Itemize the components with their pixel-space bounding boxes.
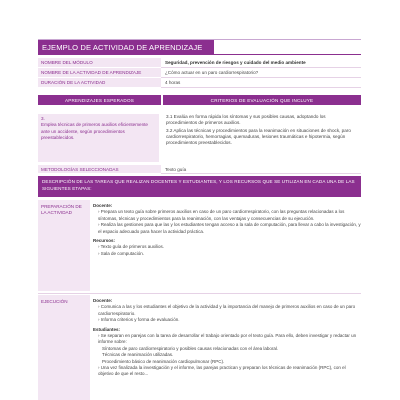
preparacion-body [93, 203, 361, 257]
info-table [38, 58, 361, 88]
list-item: › Texto guía de primeros auxilios. [98, 244, 164, 250]
banner-underline [214, 54, 361, 55]
criterios-header: CRITERIOS DE EVALUACIÓN QUE INCLUYE [163, 95, 361, 105]
actividad-label: NOMBRE DE LA ACTIVIDAD DE APRENDIZAJE [38, 68, 161, 78]
row-duracion [38, 78, 361, 88]
preparacion-docente-heading: Docente: [93, 203, 113, 208]
list-item: › Informa criterios y forma de evaluación. [98, 317, 180, 323]
metodologias-row [38, 165, 361, 174]
list-item: › Comunica a las y los estudiantes el objetivo de la actividad y la importancia del manejo de primeros auxilios en caso de un paro cardiorrespiratorio. [98, 304, 356, 316]
list-item: › Prepara un texto guía sobre primeros auxilios en caso de un paro cardiorrespiratorio, con las preguntas relacionadas a los síntomas, técnicas y procedimientos para la reanimación, con las ventajas y consecuencias de su ejecución. [98, 209, 345, 221]
list-item: › Realiza las gestiones para que las y los estudiantes tengan acceso a la sala de computación, para llevar a cabo la investigación, y el espacio adecuado para hacer la actividad práctica. [98, 222, 361, 234]
list-subitem: Técnicas de reanimación utilizadas. [102, 352, 174, 358]
list-item: › Una vez finalizada la investigación y el informe, las parejas practican y preparan los técnicas de reanimación (RPC), con el objetivo de que el resto... [98, 365, 346, 377]
preparacion-label: PREPARACIÓN DE LA ACTIVIDAD [38, 200, 90, 291]
ejecucion-estudiantes-heading: Estudiantes: [93, 326, 121, 332]
aprendizaje-number: 3. [41, 116, 45, 121]
list-item: › Sala de computación. [98, 250, 145, 256]
descripcion-header: DESCRIPCIÓN DE LAS TAREAS QUE REALIZAN DOCENTES Y ESTUDIANTES, Y LOS RECURSOS QUE SE UTILIZAN EN CADA UNA DE LAS SIGUIENTES ETAPAS: [38, 176, 361, 197]
section-divider [38, 293, 361, 294]
ejecucion-docente-heading: Docente: [93, 298, 113, 303]
preparacion-recursos-heading: Recursos: [93, 238, 116, 244]
metodologias-label: METODOLOGÍAS SELECCIONADAS [38, 165, 161, 174]
criterio-3-1: 3.1 Evalúa en forma rápida los síntomas y sus posibles causas, adoptando los procedimientos de primeros auxilios. [166, 114, 326, 126]
list-item: › Se separan en parejas con la tarea de desarrollar el trabajo orientado por el texto guía. Para ello, deben investigar y redactar un informe sobre: [98, 333, 357, 345]
duracion-label: DURACIÓN DE LA ACTIVIDAD [38, 78, 161, 88]
modulo-value: Seguridad, prevención de riesgos y cuidado del medio ambiente [161, 58, 361, 68]
row-modulo [38, 58, 361, 68]
modulo-label: NOMBRE DEL MÓDULO [38, 58, 161, 68]
aprendizajes-header: APRENDIZAJES ESPERADOS [38, 95, 161, 105]
duracion-value: 4 horas [161, 78, 361, 88]
criterios-cell [166, 114, 358, 147]
activity-banner: EJEMPLO DE ACTIVIDAD DE APRENDIZAJE [38, 40, 214, 55]
ejecucion-body [93, 298, 361, 378]
metodologias-value: Texto guía [161, 165, 361, 174]
list-subitem: Síntomas de paro cardiorrespiratorio y posibles causas relacionadas con el área laboral. [102, 345, 279, 351]
ejecucion-label: EJECUCIÓN [38, 295, 90, 400]
list-subitem: Procedimiento básico de reanimación cardiopulmonar (RPC). [102, 358, 225, 364]
aprendizaje-text: Emplea técnicas de primeros auxilios eficientemente ante un accidente, según procedimientos preestablecidos. [41, 122, 148, 140]
aprendizaje-cell [38, 114, 159, 162]
actividad-value: ¿Cómo actuar en un paro cardiorrespiratorio? [161, 68, 361, 78]
criterio-3-2: 3.2 Aplica las técnicas y procedimientos para la reanimación en situaciones de shock, paro cardiorrespiratorio, hemorragias, quemaduras, lesiones traumáticas e hipotermia, según procedimientos preestablecidos. [166, 127, 351, 146]
row-actividad [38, 68, 361, 78]
